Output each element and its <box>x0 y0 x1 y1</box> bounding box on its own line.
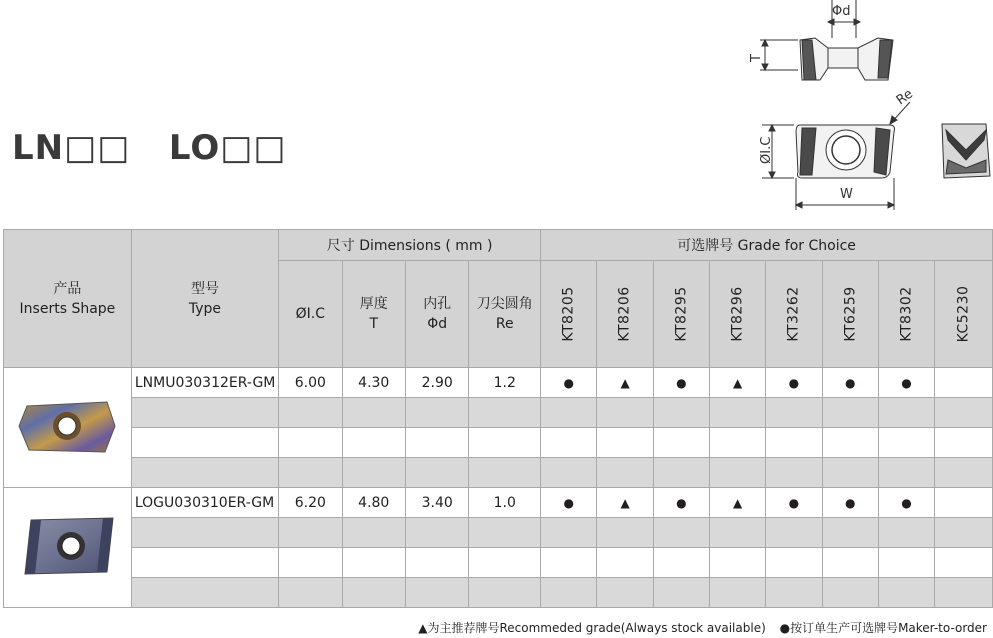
header-dimensions: 尺寸 Dimensions ( mm ) <box>279 230 541 261</box>
grade-cell: ● <box>766 368 822 398</box>
front-view <box>762 102 910 210</box>
grade-cell: ● <box>653 488 709 518</box>
type-cell: LOGU030310ER-GM <box>131 488 278 518</box>
insert-image-lnmu <box>4 368 132 488</box>
header-type-cn: 型号 <box>190 280 219 297</box>
grade-label: KT8296 <box>729 286 746 342</box>
header-shape-cn: 产品 <box>53 280 82 297</box>
table-row-empty <box>4 578 993 608</box>
hole-cell: 2.90 <box>405 368 468 398</box>
radius-cell: 1.0 <box>469 488 541 518</box>
grade-label: KT6259 <box>842 286 859 342</box>
thickness-cell: 4.80 <box>342 488 405 518</box>
grade-cell: ● <box>541 488 597 518</box>
header-thickness-en: T <box>369 316 379 332</box>
header-thickness <box>342 261 405 368</box>
header-grade-col <box>878 261 934 368</box>
header-thickness-cn: 厚度 <box>359 296 388 312</box>
header-grade-col <box>653 261 709 368</box>
grade-label: KT8206 <box>617 286 634 342</box>
grade-cell <box>935 488 993 518</box>
table-row <box>4 488 993 518</box>
label-re: Re <box>893 86 916 109</box>
label-w: W <box>840 187 853 202</box>
grade-cell: ▲ <box>709 488 765 518</box>
end-view <box>942 124 990 178</box>
grade-cell: ▲ <box>597 368 653 398</box>
grade-cell: ● <box>653 368 709 398</box>
header-ic: ØI.C <box>279 261 342 368</box>
header-hole-cn: 内孔 <box>423 296 452 312</box>
grade-label: KC5230 <box>955 285 972 343</box>
grade-cell: ▲ <box>709 368 765 398</box>
table-row <box>4 368 993 398</box>
header-radius <box>469 261 541 368</box>
header-grade-col <box>822 261 878 368</box>
legend-recommended: ▲为主推荐牌号Recommeded grade(Always stock available) <box>418 621 766 635</box>
grade-label: KT8302 <box>898 286 915 342</box>
header-type <box>131 230 278 368</box>
header-shape <box>4 230 132 368</box>
grade-cell <box>935 368 993 398</box>
header-grade-col <box>541 261 597 368</box>
grade-label: KT8295 <box>673 286 690 342</box>
insert-image-logu <box>4 488 132 608</box>
header-grade-col <box>597 261 653 368</box>
header-hole <box>405 261 468 368</box>
header-grade-col <box>709 261 765 368</box>
header-shape-en: Inserts Shape <box>19 300 116 317</box>
grade-cell: ● <box>878 368 934 398</box>
legend-maker-to-order: ●按订单生产可选牌号Maker-to-order <box>779 621 987 635</box>
legend <box>408 619 987 636</box>
header-grade: 可选牌号 Grade for Choice <box>541 230 993 261</box>
ic-cell: 6.20 <box>279 488 342 518</box>
radius-cell: 1.2 <box>469 368 541 398</box>
label-ic: ØI.C <box>759 136 774 164</box>
header-radius-en: Re <box>495 316 514 332</box>
header-grade-col <box>766 261 822 368</box>
logu-insert-image <box>17 514 117 578</box>
label-t: T <box>749 54 764 62</box>
grade-cell: ▲ <box>597 488 653 518</box>
table-row-empty <box>4 548 993 578</box>
table-row-empty <box>4 428 993 458</box>
thickness-cell: 4.30 <box>342 368 405 398</box>
page-title: LN□□ LO□□ <box>12 128 287 168</box>
header-hole-en: Φd <box>427 316 448 332</box>
type-cell: LNMU030312ER-GM <box>131 368 278 398</box>
header-grade-col <box>935 261 993 368</box>
grade-cell: ● <box>822 368 878 398</box>
hole-cell: 3.40 <box>405 488 468 518</box>
table-row-empty <box>4 398 993 428</box>
grade-cell: ● <box>541 368 597 398</box>
grade-label: KT8205 <box>560 286 577 342</box>
grade-cell: ● <box>766 488 822 518</box>
grade-label: KT3262 <box>785 286 802 342</box>
table-row-empty <box>4 458 993 488</box>
grade-cell: ● <box>822 488 878 518</box>
ic-cell: 6.00 <box>279 368 342 398</box>
specification-table <box>3 229 993 608</box>
insert-technical-drawing <box>740 0 993 215</box>
label-d: Φd <box>832 4 851 19</box>
table-row-empty <box>4 518 993 548</box>
header-type-en: Type <box>188 300 222 317</box>
grade-cell: ● <box>878 488 934 518</box>
lnmu-insert-image <box>17 396 117 456</box>
header-radius-cn: 刀尖圆角 <box>476 296 533 312</box>
side-view <box>760 0 893 80</box>
